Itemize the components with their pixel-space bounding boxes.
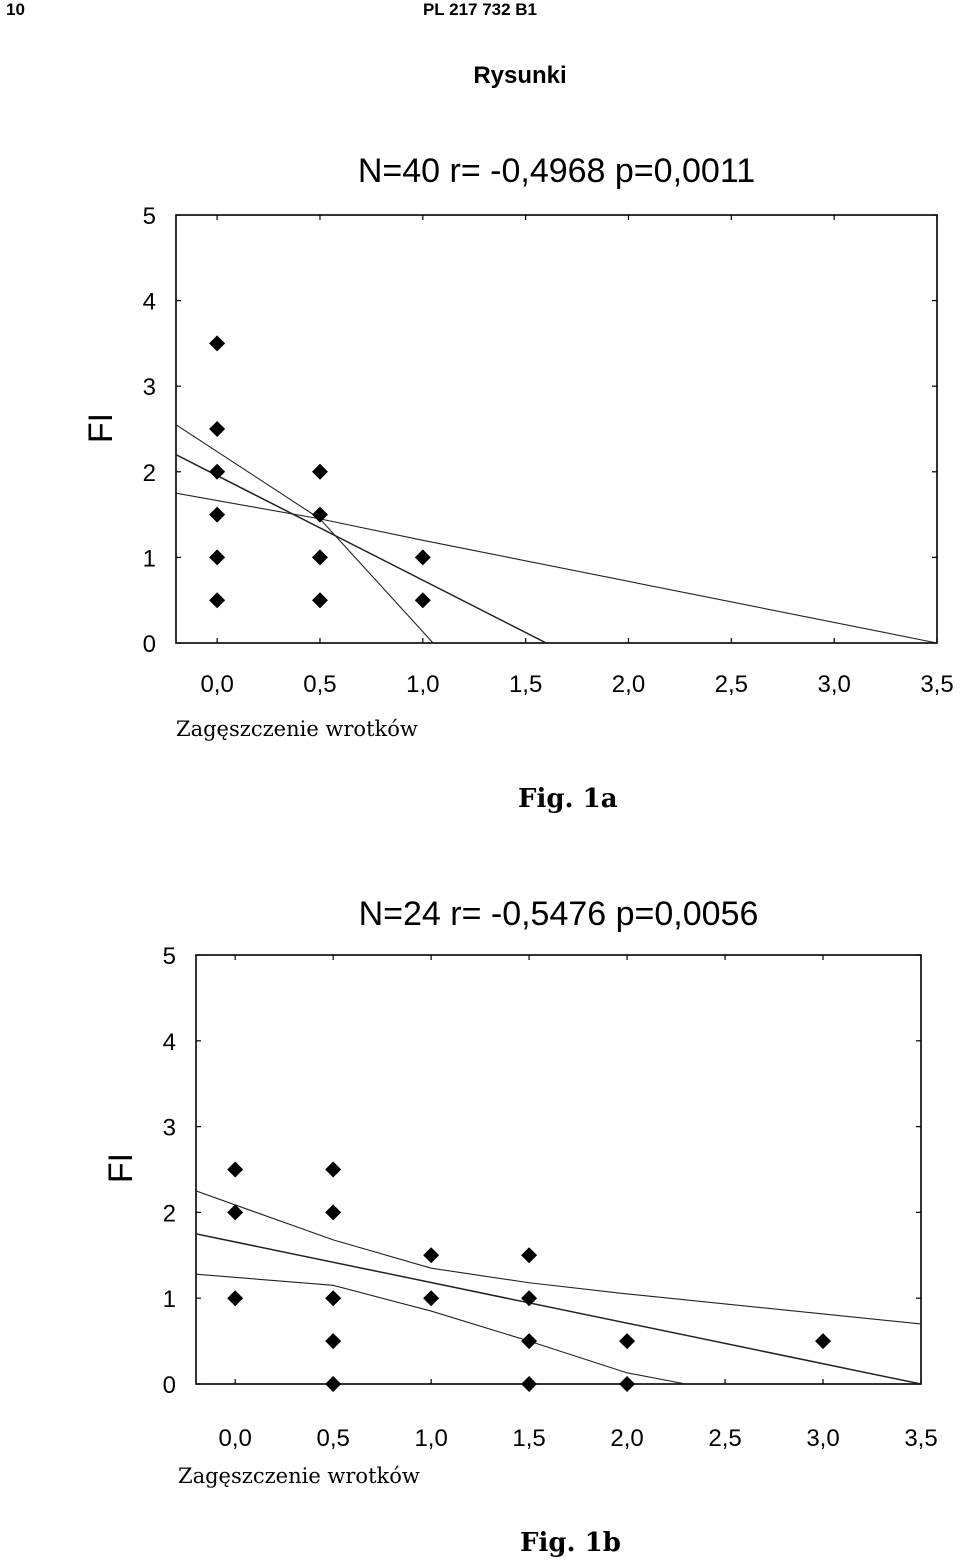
y-tick-label: 1 bbox=[142, 545, 156, 573]
chart-title: N=40 r= -0,4968 p=0,0011 bbox=[357, 152, 756, 190]
x-tick-label: 3,5 bbox=[920, 671, 954, 698]
y-tick-label: 5 bbox=[162, 943, 176, 970]
y-tick-label: 0 bbox=[142, 631, 156, 658]
x-tick-label: 3,5 bbox=[904, 1425, 938, 1452]
plot-frame bbox=[196, 955, 921, 1384]
section-title: Rysunki bbox=[473, 62, 567, 89]
figure-caption-1b: Fig. 1b bbox=[520, 1528, 621, 1558]
chart-title: N=24 r= -0,5476 p=0,0056 bbox=[358, 895, 759, 933]
x-tick-label: 0,5 bbox=[303, 671, 337, 698]
x-tick-label: 1,0 bbox=[414, 1425, 448, 1452]
page-number: 10 bbox=[6, 0, 25, 19]
x-tick-label: 2,0 bbox=[610, 1425, 644, 1452]
patent-id: PL 217 732 B1 bbox=[422, 0, 538, 19]
y-tick-label: 3 bbox=[162, 1114, 176, 1142]
y-tick-label: 4 bbox=[162, 1028, 176, 1056]
y-tick-label: 2 bbox=[162, 1200, 176, 1228]
x-tick-label: 1,5 bbox=[508, 671, 543, 698]
y-axis-label: FI bbox=[102, 1152, 140, 1184]
x-axis-label: Zagęszczenie wrotków bbox=[178, 1464, 420, 1488]
y-tick-label: 2 bbox=[142, 459, 156, 487]
x-axis-label: Zagęszczenie wrotków bbox=[176, 717, 418, 741]
x-tick-label: 2,0 bbox=[611, 671, 646, 698]
x-tick-label: 2,5 bbox=[708, 1425, 742, 1452]
x-tick-label: 3,0 bbox=[817, 671, 851, 698]
figure-caption-1a: Fig. 1a bbox=[518, 784, 618, 814]
x-tick-label: 1,0 bbox=[406, 671, 440, 698]
y-axis-label: FI bbox=[82, 412, 120, 444]
y-tick-label: 4 bbox=[142, 288, 156, 316]
x-tick-label: 0,5 bbox=[316, 1425, 350, 1452]
x-tick-label: 2,5 bbox=[714, 671, 749, 698]
y-tick-label: 5 bbox=[142, 203, 156, 230]
y-tick-label: 1 bbox=[162, 1286, 176, 1314]
x-tick-label: 1,5 bbox=[512, 1425, 546, 1452]
y-tick-label: 3 bbox=[142, 374, 156, 402]
x-tick-label: 3,0 bbox=[806, 1425, 840, 1452]
x-tick-label: 0,0 bbox=[200, 671, 234, 698]
y-tick-label: 0 bbox=[162, 1372, 176, 1399]
x-tick-label: 0,0 bbox=[218, 1425, 252, 1452]
